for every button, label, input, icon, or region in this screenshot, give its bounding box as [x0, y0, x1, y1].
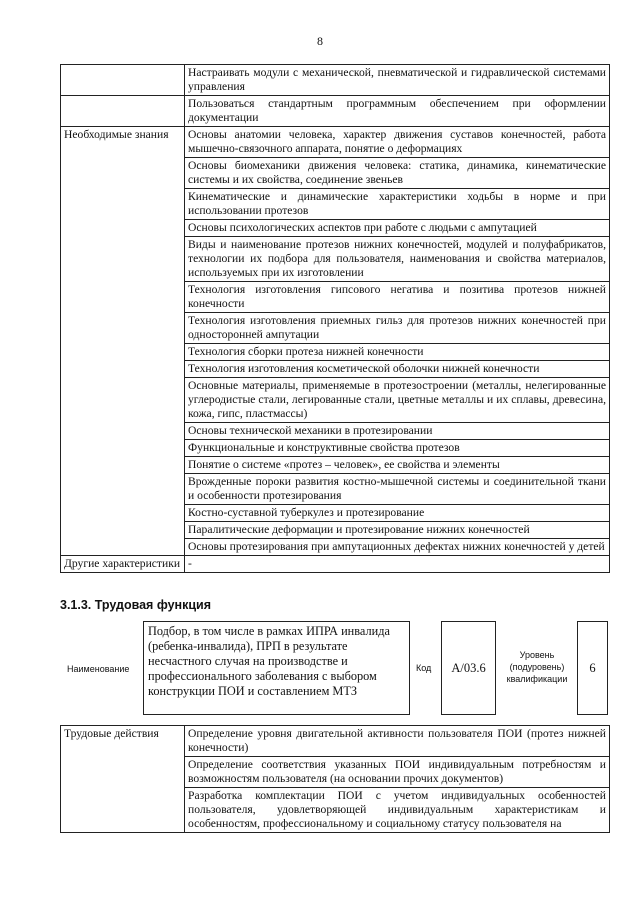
knowledge-item: Виды и наименование протезов нижних конечностей, модулей и полуфабрикатов, технологии их подбора для пользователя, наименования и свойства материалов, используемых при их изготовлении — [185, 237, 610, 282]
knowledge-item: Основы психологических аспектов при работе с людьми с ампутацией — [185, 220, 610, 237]
function-name-box: Подбор, в том числе в рамках ИПРА инвалида (ребенка-инвалида), ПРП в результате несчастного случая на производстве и профессионального заболевания с выбором конструкции ПОИ и составлением МТЗ — [143, 621, 410, 715]
code-label: Код — [416, 663, 432, 673]
knowledge-item: Основы анатомии человека, характер движения суставов конечностей, работа мышечно-связочного аппарата, понятие о деформациях — [185, 127, 610, 158]
knowledge-item: Врожденные пороки развития костно-мышечной системы и соединительной ткани и особенности протезирования — [185, 474, 610, 505]
labor-action-item: Определение соответствия указанных ПОИ индивидуальным потребностям и возможностям пользователя (на основании прочих документов) — [185, 757, 610, 788]
page-number: 8 — [317, 34, 323, 48]
competency-table — [60, 64, 610, 573]
section-heading: 3.1.3. Трудовая функция — [60, 598, 212, 612]
knowledge-item: Функциональные и конструктивные свойства протезов — [185, 440, 610, 457]
label-cell — [61, 96, 185, 127]
other-label: Другие характеристики — [61, 556, 185, 573]
knowledge-item: Кинематические и динамические характеристики ходьбы в норме и при использовании протезов — [185, 189, 610, 220]
skill-cell: Настраивать модули с механической, пневматической и гидравлической системами управления — [185, 65, 610, 96]
skill-cell: Пользоваться стандартным программным обеспечением при оформлении документации — [185, 96, 610, 127]
knowledge-item: Основные материалы, применяемые в протезостроении (металлы, нелегированные углеродистые стали, легированные стали, цветные металлы и их сплавы, древесина, кожа, гипс, пластмассы) — [185, 378, 610, 423]
table-row — [61, 556, 610, 573]
table-row — [61, 96, 610, 127]
table-row — [61, 65, 610, 96]
table-row — [61, 726, 610, 757]
other-value: - — [185, 556, 610, 573]
labor-actions-label: Трудовые действия — [61, 726, 185, 833]
knowledge-item: Паралитические деформации и протезирование нижних конечностей — [185, 522, 610, 539]
knowledge-item: Костно-суставной туберкулез и протезирование — [185, 505, 610, 522]
knowledge-label: Необходимые знания — [61, 127, 185, 556]
level-value-box: 6 — [577, 621, 608, 715]
code-value-box: А/03.6 — [441, 621, 496, 715]
knowledge-item: Понятие о системе «протез – человек», ее свойства и элементы — [185, 457, 610, 474]
level-label: Уровень (подуровень) квалификации — [506, 650, 568, 684]
knowledge-item: Технология изготовления косметической оболочки нижней конечности — [185, 361, 610, 378]
knowledge-item: Технология изготовления гипсового негатива и позитива протезов нижней конечности — [185, 282, 610, 313]
labor-action-item: Разработка комплектации ПОИ с учетом индивидуальных особенностей пользователя, удовлетворяющей индивидуальным характеристикам и особенностям, профессиональному и социальному статусу пользователя на — [185, 788, 610, 833]
labor-action-item: Определение уровня двигательной активности пользователя ПОИ (протез нижней конечности) — [185, 726, 610, 757]
name-label: Наименование — [67, 664, 130, 674]
knowledge-item: Основы биомеханики движения человека: статика, динамика, кинематические системы и их свойства, соединение звеньев — [185, 158, 610, 189]
label-cell — [61, 65, 185, 96]
labor-actions-table — [60, 725, 610, 833]
knowledge-item: Основы технической механики в протезировании — [185, 423, 610, 440]
knowledge-item: Технология сборки протеза нижней конечности — [185, 344, 610, 361]
knowledge-item: Основы протезирования при ампутационных дефектах нижних конечностей у детей — [185, 539, 610, 556]
knowledge-item: Технология изготовления приемных гильз для протезов нижних конечностей при односторонней ампутации — [185, 313, 610, 344]
table-row — [61, 127, 610, 158]
